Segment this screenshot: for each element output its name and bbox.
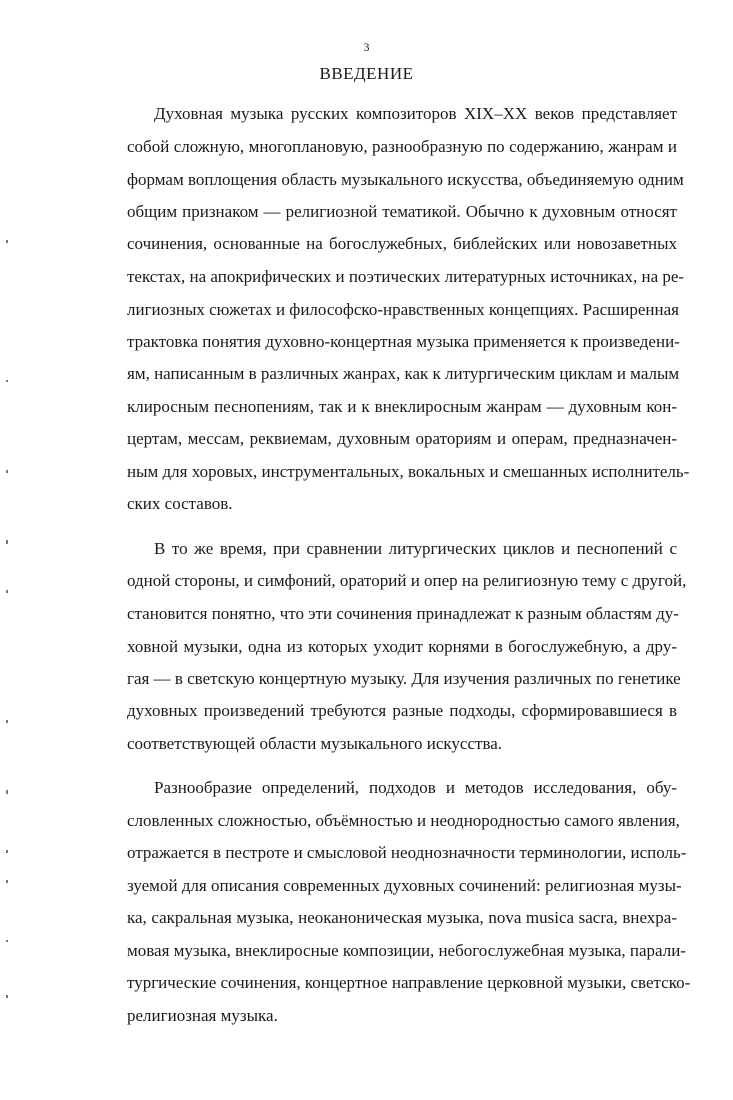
section-heading: ВВЕДЕНИЕ — [319, 64, 414, 83]
text-line: цертам, мессам, реквиемам, духовным ораториям и операм, предназначен- — [127, 429, 677, 448]
scan-speck — [6, 380, 8, 382]
text-line: ям, написанным в различных жанрах, как к литургическим циклам и малым — [127, 364, 680, 383]
text-line: сочинения, основанные на богослужебных, библейских или новозаветных — [127, 234, 677, 253]
text-line: Разнообразие определений, подходов и методов исследования, обу- — [154, 778, 677, 797]
text-line: собой сложную, многоплановую, разнообразную по содержанию, жанрам и — [127, 137, 677, 156]
scan-speck — [6, 880, 8, 883]
text-line: трактовка понятия духовно-концертная музыка применяется к произведени- — [127, 332, 680, 351]
text-line: духовных произведений требуются разные подходы, сформировавшиеся в — [127, 701, 677, 720]
text-line: общим признаком — религиозной тематикой. Обычно к духовным относят — [127, 202, 677, 221]
scan-speck — [6, 995, 8, 998]
text-line: тургические сочинения, концертное направление церковной музыки, светско- — [127, 973, 691, 992]
scan-speck — [6, 540, 8, 544]
text-line: соответствующей области музыкального искусства. — [127, 734, 503, 753]
scan-speck — [6, 850, 8, 853]
text-line: ным для хоровых, инструментальных, вокальных и смешанных исполнитель- — [127, 462, 690, 481]
text-line: мовая музыка, внеклиросные композиции, небогослужебная музыка, парали- — [127, 941, 686, 960]
scan-speck — [6, 240, 8, 243]
text-line: ских составов. — [127, 494, 233, 513]
text-line: лигиозных сюжетах и философско-нравственных концепциях. Расширенная — [127, 300, 679, 319]
text-line: отражается в пестроте и смысловой неоднозначности терминологии, исполь- — [127, 843, 687, 862]
scan-speck — [6, 590, 8, 593]
scan-speck — [6, 940, 8, 942]
text-line: ка, сакральная музыка, неоканоническая музыка, nova musica sacra, внехра- — [127, 908, 677, 927]
scan-speck — [6, 720, 8, 723]
text-line: ховной музыки, одна из которых уходит корнями в богослужебную, а дру- — [127, 637, 677, 656]
text-line: клиросным песнопениям, так и к внеклиросным жанрам — духовным кон- — [127, 397, 677, 416]
text-line: зуемой для описания современных духовных сочинений: религиозная музы- — [127, 876, 682, 895]
page-number: 3 — [363, 40, 370, 54]
text-line: становится понятно, что эти сочинения принадлежат к разным областям ду- — [127, 604, 679, 623]
scan-speck — [6, 790, 8, 794]
text-line: одной стороны, и симфоний, ораторий и опер на религиозную тему с другой, — [127, 571, 687, 590]
text-line: Духовная музыка русских композиторов XIX–XX веков представляет — [154, 104, 677, 123]
text-line: текстах, на апокрифических и поэтических литературных источниках, на ре- — [127, 267, 685, 286]
text-line: В то же время, при сравнении литургических циклов и песнопений с — [154, 539, 677, 558]
text-line: гая — в светскую концертную музыку. Для изучения различных по генетике — [127, 669, 681, 688]
text-line: словленных сложностью, объёмностью и неоднородностью самого явления, — [127, 811, 680, 830]
text-line: религиозная музыка. — [127, 1006, 278, 1025]
scan-speck — [6, 470, 8, 473]
text-line: формам воплощения область музыкального искусства, объединяемую одним — [127, 170, 684, 189]
